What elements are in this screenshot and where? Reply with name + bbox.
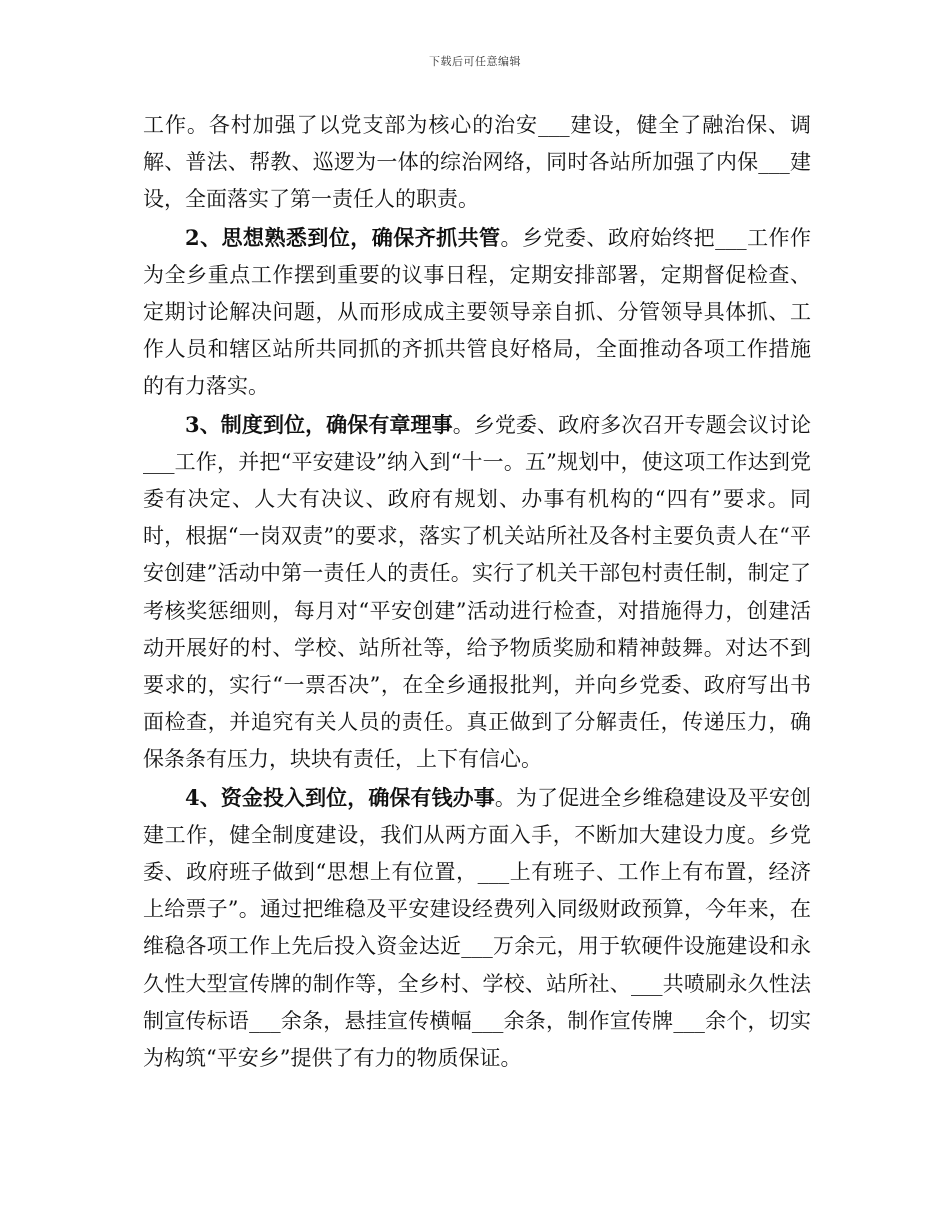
paragraph-system: [143, 406, 811, 779]
paragraph-heading: 3、制度到位，确保有章理事: [185, 411, 453, 437]
page-header: 下载后可任意编辑: [429, 55, 521, 68]
paragraph-heading: 2、思想熟悉到位，确保齐抓共管: [185, 224, 501, 250]
paragraph-text: 。为了促进全乡维稳建设及平安创建工作，健全制度建设，我们从两方面入手，不断加大建设力度。乡党委、政府班子做到“思想上有位置，___上有班子、工作上有布置，经济上给票子”。通过把维稳及平安建设经费列入同级财政预算，今年来，在维稳各项工作上先后投入资金达近___万余元，用于软硬件设施建设和永久性大型宣传牌的制作等，全乡村、学校、站所社、___共喷刷永久性法制宣传标语___余条，悬挂宣传横幅___余条，制作宣传牌___余个，切实为构筑“平安乡”提供了有力的物质保证。: [143, 785, 811, 1071]
paragraph-text: 工作。各村加强了以党支部为核心的治安___建设，健全了融治保、调解、普法、帮教、巡逻为一体的综治网络，同时各站所加强了内保___建设，全面落实了第一责任人的职责。: [143, 113, 811, 212]
paragraph-continuation: [143, 107, 811, 219]
paragraph-text: 。乡党委、政府多次召开专题会议讨论___工作，并把“平安建设”纳入到“十一。五”规划中，使这项工作达到党委有决定、人大有决议、政府有规划、办事有机构的“四有”要求。同时，根据“一岗双责”的要求，落实了机关站所社及各村主要负责人在“平安创建”活动中第一责任人的责任。实行了机关干部包村责任制，制定了考核奖惩细则，每月对“平安创建”活动进行检查，对措施得力，创建活动开展好的村、学校、站所社等，给予物质奖励和精神鼓舞。对达不到要求的，实行“一票否决”，在全乡通报批判，并向乡党委、政府写出书面检查，并追究有关人员的责任。真正做到了分解责任，传递压力，确保条条有压力，块块有责任，上下有信心。: [143, 412, 811, 772]
paragraph-heading: 4、资金投入到位，确保有钱办事: [185, 784, 495, 810]
paragraph-text: 。乡党委、政府始终把___工作作为全乡重点工作摆到重要的议事日程，定期安排部署，定期督促检查、定期讨论解决问题，从而形成成主要领导亲自抓、分管领导具体抓、工作人员和辖区站所共同抓的齐抓共管良好格局，全面推动各项工作措施的有力落实。: [143, 225, 811, 399]
document-body: [143, 107, 811, 1077]
paragraph-funding: [143, 779, 811, 1078]
paragraph-thinking: [143, 219, 811, 406]
